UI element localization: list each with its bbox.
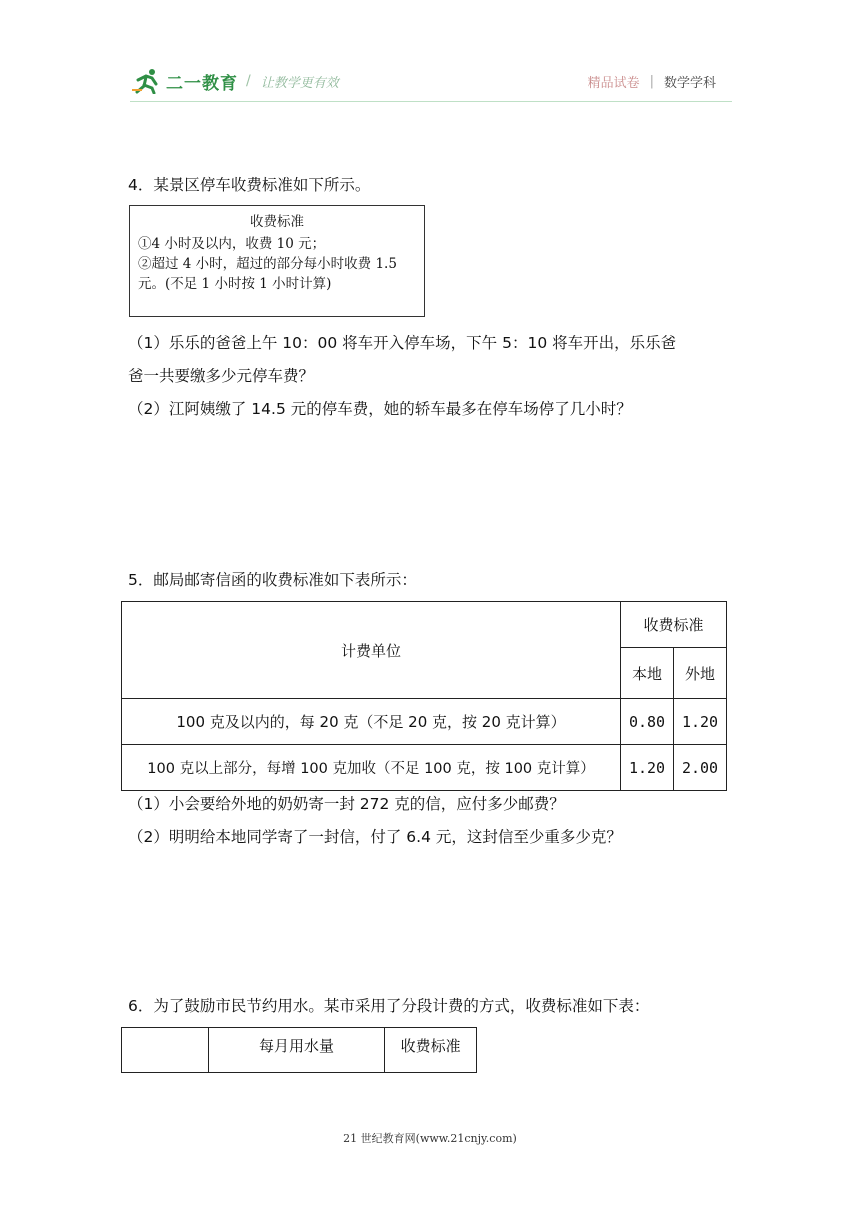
header-cell: 本地 — [621, 648, 674, 699]
q4-stem: 4．某景区停车收费标准如下所示。 — [128, 176, 371, 194]
q4-sub1-line1: （1）乐乐的爸爸上午 10：00 将车开入停车场，下午 5：10 将车开出，乐乐爸 — [128, 334, 677, 352]
table-cell: 100 克以上部分，每增 100 克加收（不足 100 克，按 100 克计算） — [122, 745, 621, 791]
header-cell: 收费标准 — [385, 1028, 477, 1073]
table-row — [122, 745, 727, 791]
box-line: ②超过 4 小时，超过的部分每小时收费 1.5 — [138, 256, 397, 272]
q4-standard-box — [129, 205, 425, 317]
q4-sub1-line2: 爸一共要缴多少元停车费？ — [128, 367, 315, 385]
table-cell: 1.20 — [674, 699, 727, 745]
divider: | — [649, 74, 654, 89]
paper-tag: 精品试卷 — [587, 76, 640, 91]
table-cell: 0.80 — [621, 699, 674, 745]
q4-sub2: （2）江阿姨缴了 14.5 元的停车费，她的轿车最多在停车场停了几小时？ — [128, 400, 632, 418]
q5-sub2: （2）明明给本地同学寄了一封信，付了 6.4 元，这封信至少重多少克？ — [128, 828, 622, 846]
header-cell: 计费单位 — [122, 602, 621, 699]
footer-text: 21 世纪教育网(www.21cnjy.com) — [343, 1132, 517, 1145]
q6-water-table — [121, 1027, 477, 1073]
table-cell: 1.20 — [621, 745, 674, 791]
brand-slogan: 让教学更有效 — [260, 75, 339, 91]
table-cell: 2.00 — [674, 745, 727, 791]
subject-label: 数学学科 — [663, 76, 716, 91]
header-cell: 每月用水量 — [208, 1028, 385, 1073]
divider: / — [246, 73, 251, 89]
header-cell: 收费标准 — [621, 602, 727, 648]
table-row — [122, 699, 727, 745]
q5-sub1: （1）小会要给外地的奶奶寄一封 272 克的信，应付多少邮费？ — [128, 795, 565, 813]
box-title: 收费标准 — [250, 214, 304, 230]
brand-name: 二一教育 — [166, 73, 238, 94]
runner-logo-icon — [132, 68, 162, 94]
box-line: 元。(不足 1 小时按 1 小时计算) — [138, 276, 332, 292]
q5-postage-table — [121, 601, 727, 791]
header-rule — [130, 101, 732, 102]
header-cell — [122, 1028, 209, 1073]
header-right — [588, 72, 716, 91]
table-cell: 100 克及以内的，每 20 克（不足 20 克，按 20 克计算） — [122, 699, 621, 745]
box-line: ①4 小时及以内，收费 10 元； — [138, 236, 326, 252]
header-cell: 外地 — [674, 648, 727, 699]
brand-logo — [132, 66, 339, 96]
q5-stem: 5．邮局邮寄信函的收费标准如下表所示： — [128, 571, 417, 589]
q6-stem: 6．为了鼓励市民节约用水。某市采用了分段计费的方式，收费标准如下表： — [128, 997, 650, 1015]
